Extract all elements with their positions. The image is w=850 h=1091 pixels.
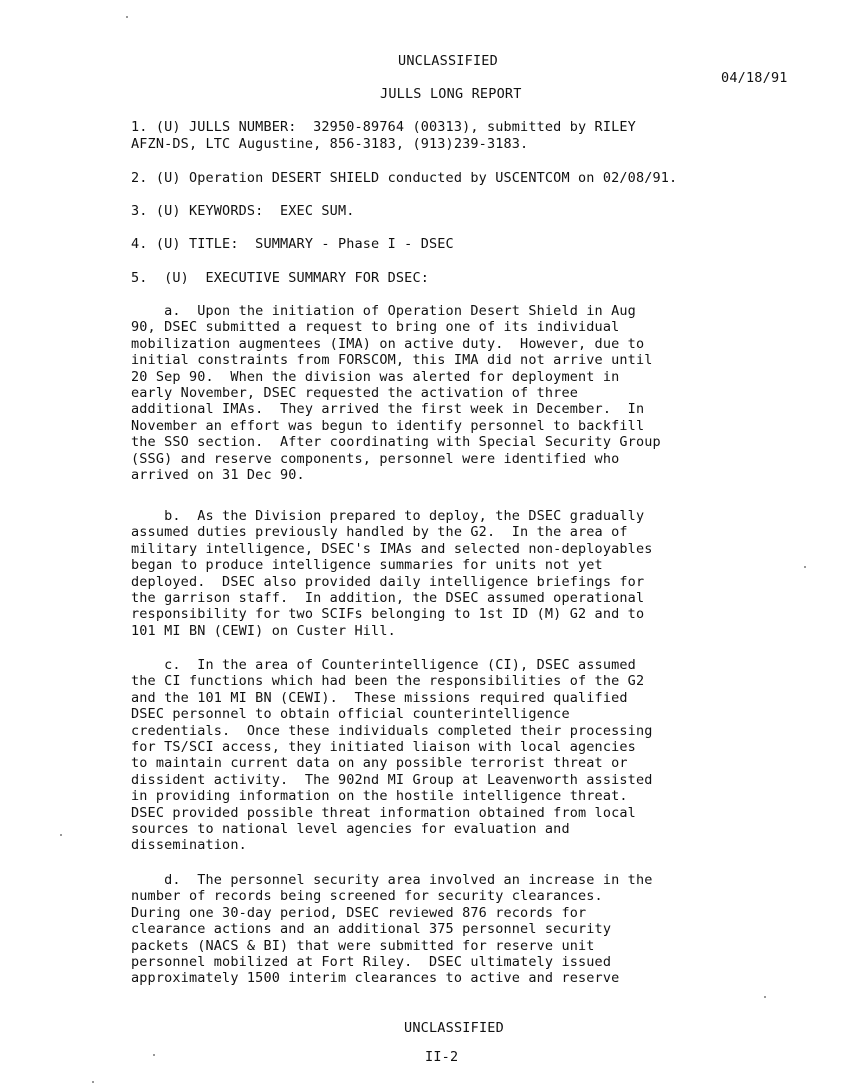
paragraph-c: c. In the area of Counterintelligence (CI), DSEC assumed the CI functions which had been the responsibilities of the G2 and the 101 MI BN (CEWI). These missions required qualified DSEC personnel to obtain official counterintelligence credentials. Once these individuals completed their processing for TS/SCI access, they initiated liaison with local agencies to maintain current data on any possible terrorist threat or dissident activity. The 902nd MI Group at Leavenworth assisted in providing information on the hostile intelligence threat. DSEC provided possible threat information obtained from local sources to national level agencies for evaluation and dissemination.	[131, 657, 653, 854]
scan-speck	[92, 1081, 94, 1083]
scan-speck	[126, 16, 128, 18]
item-4: 4. (U) TITLE: SUMMARY - Phase I - DSEC	[131, 236, 454, 252]
paragraph-b: b. As the Division prepared to deploy, the DSEC gradually assumed duties previously handled by the G2. In the area of military intelligence, DSEC's IMAs and selected non-deployables began to produce intelligence summaries for units not yet deployed. DSEC also provided daily intelligence briefings for the garrison staff. In addition, the DSEC assumed operational responsibility for two SCIFs belonging to 1st ID (M) G2 and to 101 MI BN (CEWI) on Custer Hill.	[131, 508, 653, 639]
scan-speck	[804, 566, 806, 568]
paragraph-d: d. The personnel security area involved an increase in the number of records being screened for security clearances. During one 30-day period, DSEC reviewed 876 records for clearance actions and an additional 375 personnel security packets (NACS & BI) that were submitted for reserve unit personnel mobilized at Fort Riley. DSEC ultimately issued approximately 1500 interim clearances to active and reserve	[131, 872, 653, 987]
item-1-line-2: AFZN-DS, LTC Augustine, 856-3183, (913)239-3183.	[131, 136, 529, 152]
item-2: 2. (U) Operation DESERT SHIELD conducted by USCENTCOM on 02/08/91.	[131, 170, 678, 186]
report-title: JULLS LONG REPORT	[380, 86, 522, 102]
report-date: 04/18/91	[721, 70, 788, 86]
page-number: II-2	[425, 1049, 459, 1065]
scan-speck	[60, 834, 62, 836]
item-3: 3. (U) KEYWORDS: EXEC SUM.	[131, 203, 355, 219]
item-1-line-1: 1. (U) JULLS NUMBER: 32950-89764 (00313), submitted by RILEY	[131, 119, 636, 135]
paragraph-a: a. Upon the initiation of Operation Desert Shield in Aug 90, DSEC submitted a request to bring one of its individual mobilization augmentees (IMA) on active duty. However, due to initial constraints from FORSCOM, this IMA did not arrive until 20 Sep 90. When the division was alerted for deployment in early November, DSEC requested the activation of three additional IMAs. They arrived the first week in December. In November an effort was begun to identify personnel to backfill the SSO section. After coordinating with Special Security Group (SSG) and reserve components, personnel were identified who arrived on 31 Dec 90.	[131, 303, 661, 484]
scan-speck	[764, 996, 766, 998]
classification-marking-bottom: UNCLASSIFIED	[404, 1020, 504, 1036]
item-5: 5. (U) EXECUTIVE SUMMARY FOR DSEC:	[131, 270, 429, 286]
classification-marking-top: UNCLASSIFIED	[398, 53, 498, 69]
scan-speck	[153, 1054, 155, 1056]
